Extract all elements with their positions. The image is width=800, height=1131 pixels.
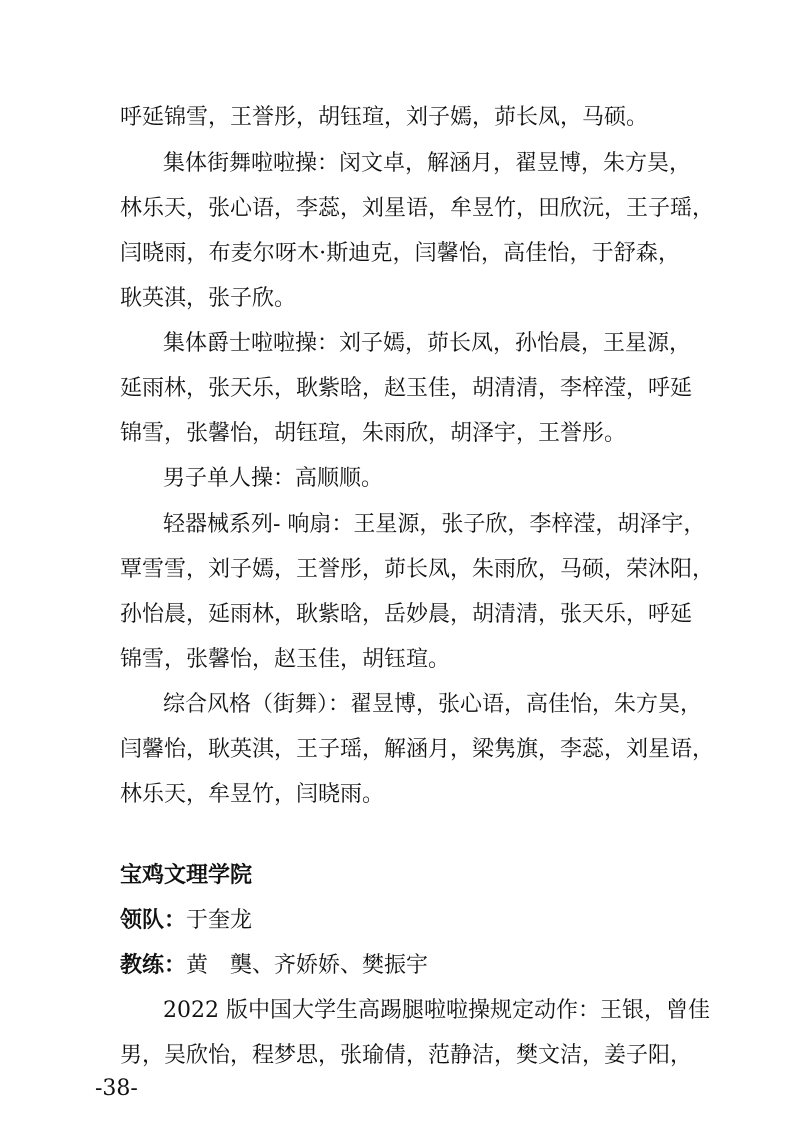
text-line: 延雨林，张天乐，耿紫晗，赵玉佳，胡清清，李梓滢，呼延 (120, 376, 693, 401)
text-line: 闫晓雨，布麦尔呀木·斯迪克，闫馨怡，高佳怡，于舒森， (120, 241, 680, 266)
school-name-heading: 宝鸡文理学院 (120, 863, 253, 888)
text-line: 2022 版中国大学生高踢腿啦啦操规定动作：王银，曾佳 (163, 998, 710, 1023)
leader-line (120, 907, 680, 935)
coach-label: 教练： (120, 953, 187, 978)
coach-names: 黄 龑、齐娇娇、樊振宇 (186, 953, 429, 978)
coach-line (120, 952, 680, 980)
text-line: 轻器械系列- 响扇：王星源，张子欣，李梓滢，胡泽宇， (163, 512, 706, 537)
text-line: 林乐天，牟昱竹，闫晓雨。 (120, 782, 385, 807)
text-line: 综合风格（街舞）：翟昱博，张心语，高佳怡，朱方昊， (163, 692, 703, 717)
text-line: 锦雪，张馨怡，胡钰瑄，朱雨欣，胡泽宇，王誉彤。 (120, 421, 627, 446)
text-line: 呼延锦雪，王誉彤，胡钰瑄，刘子嫣，茆长凤，马硕。 (120, 105, 649, 130)
text-line: 集体街舞啦啦操：闵文卓，解涵月，翟昱博，朱方昊， (163, 151, 692, 176)
text-line: 覃雪雪，刘子嫣，王誉彤，茆长凤，朱雨欣，马硕，荣沐阳， (120, 557, 715, 582)
text-line: 男子单人操：高顺顺。 (163, 466, 384, 491)
leader-label: 领队： (120, 908, 187, 933)
text-line: 锦雪，张馨怡，赵玉佳，胡钰瑄。 (120, 647, 451, 672)
text-line: 耿英淇，张子欣。 (120, 286, 297, 311)
page-number: -38- (95, 1076, 138, 1101)
text-line: 孙怡晨，延雨林，耿紫晗，岳妙晨，胡清清，张天乐，呼延 (120, 602, 693, 627)
text-line: 林乐天，张心语，李蕊，刘星语，牟昱竹，田欣沅，王子瑶， (120, 196, 715, 221)
text-line: 闫馨怡，耿英淇，王子瑶，解涵月，梁隽旗，李蕊，刘星语， (120, 737, 715, 762)
text-line: 男，吴欣怡，程梦思，张瑜倩，范静洁，樊文洁，姜子阳， (120, 1043, 693, 1068)
leader-name: 于奎龙 (186, 908, 253, 933)
text-line: 集体爵士啦啦操：刘子嫣，茆长凤，孙怡晨，王星源， (163, 331, 692, 356)
